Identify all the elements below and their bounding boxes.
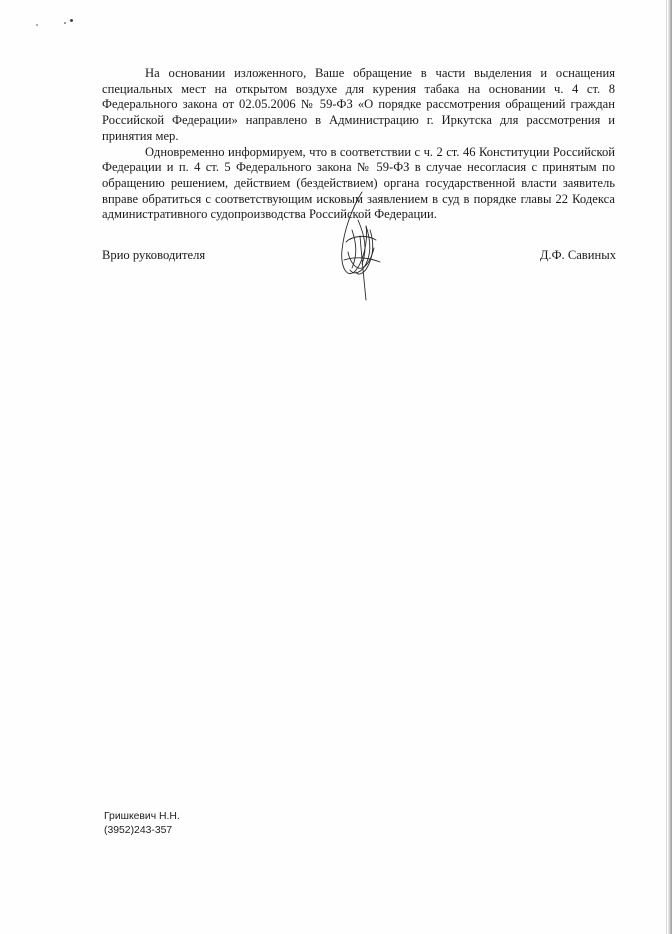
signer-name: Д.Ф. Савиных — [539, 248, 616, 262]
handwritten-signature — [322, 190, 392, 302]
paragraph-forwarding: На основании изложенного, Ваше обращение в части выделения и оснащения специальных мест на открытом воздухе для курения табака на основании ч. 4 ст. 8 Федерального закона от 02.05.2006 № 59-ФЗ «О порядке рассмотрения обращений граждан Российской Федерации» направлено в Администрацию г. Иркутска для рассмотрения и принятия мер. — [102, 66, 615, 143]
scan-speck — [36, 24, 38, 26]
executor-name: Гришкевич Н.Н. — [104, 811, 180, 822]
executor-phone: (3952)243-357 — [104, 824, 173, 836]
paragraph-appeal-rights: Одновременно информируем, что в соответствии с ч. 2 ст. 46 Конституции Российской Федерации и п. 4 ст. 5 Федерального закона № 59-ФЗ в случае несогласия с принятым по обращению решением, действием (бездействием) органа государственной власти заявитель вправе обратиться с соответствующим исковым заявлением в суд в порядке главы 22 Кодекса административного судопроизводства Российской Федерации. — [102, 144, 615, 222]
scan-speck — [70, 19, 73, 22]
page-edge-line — [666, 0, 667, 934]
scan-speck — [64, 22, 66, 24]
executor-info — [104, 810, 180, 837]
position-title: Врио руководителя — [102, 248, 206, 262]
page-edge-shadow — [668, 0, 672, 934]
